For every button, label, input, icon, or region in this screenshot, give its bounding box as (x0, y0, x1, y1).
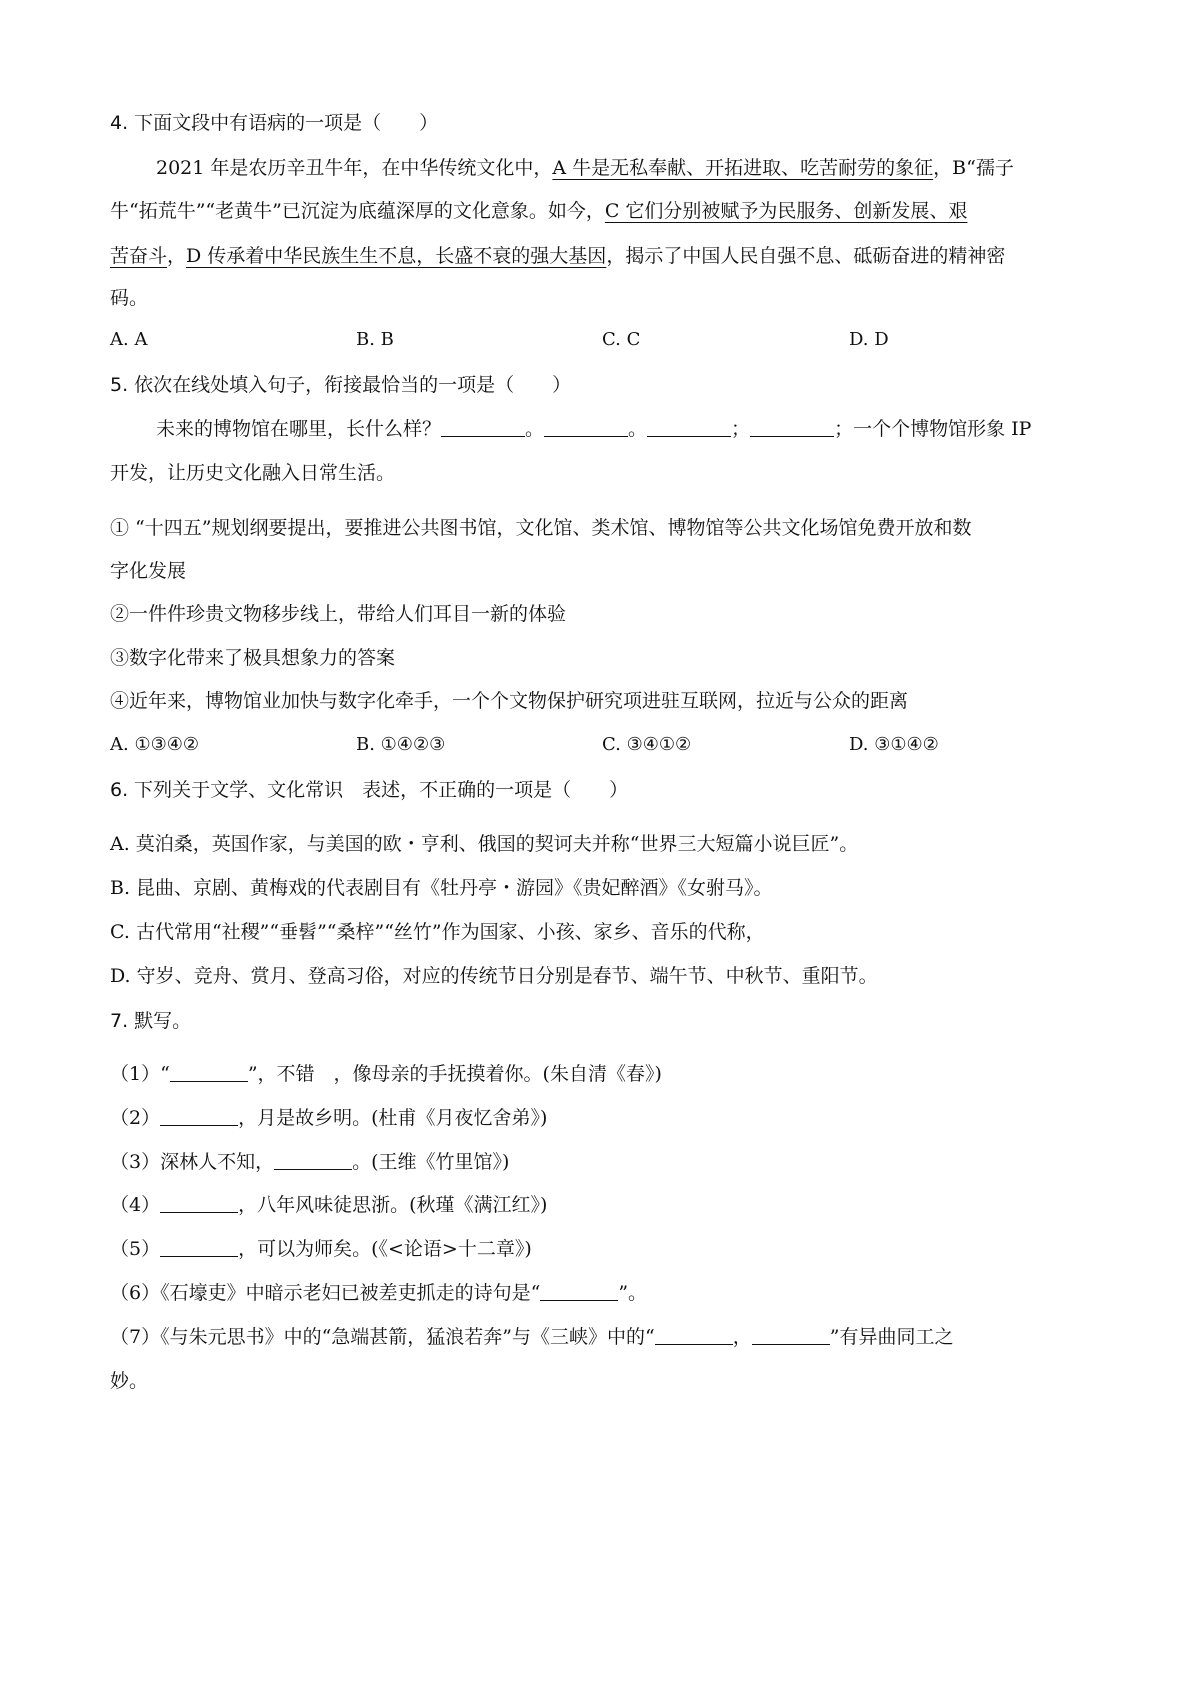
option-a[interactable]: A. ①③④② (110, 734, 199, 755)
dictation-item-2 (110, 1103, 547, 1133)
punctuation: 。 (525, 418, 545, 440)
question-5-passage-line-1 (156, 414, 1031, 444)
question-7-title: 7. 默写。 (110, 1010, 192, 1032)
question-6-title: 6. 下列关于文学、文化常识 表述，不正确的一项是（ ） (110, 779, 629, 801)
item-text: （3）深林人不知， (110, 1151, 275, 1173)
answer-blank[interactable] (274, 1149, 352, 1170)
item-text: ”，不错 ，像母亲的手抚摸着你。(朱自清《春》) (247, 1063, 662, 1085)
dictation-item-3 (110, 1147, 509, 1177)
option-b[interactable]: B. B (356, 329, 394, 350)
answer-blank[interactable] (160, 1192, 238, 1213)
question-4-passage-line-2 (110, 196, 967, 226)
answer-blank-2[interactable] (544, 416, 628, 437)
option-c[interactable]: C. ③④①② (602, 734, 692, 755)
question-4-title: 4. 下面文段中有语病的一项是（ ） (110, 112, 439, 134)
answer-blank[interactable] (752, 1324, 830, 1345)
item-text: （2） (110, 1107, 161, 1129)
passage-text: ， (167, 245, 187, 267)
question-6-option-a[interactable]: A. 莫泊桑，英国作家，与美国的欧・亨利、俄国的契诃夫并称“世界三大短篇小说巨匠”。 (110, 833, 859, 855)
dictation-item-7-continued: 妙。 (110, 1370, 149, 1392)
sentence-3: ③数字化带来了极具想象力的答案 (110, 647, 396, 669)
item-text: （5） (110, 1238, 161, 1260)
question-5-title: 5. 依次在线处填入句子，衔接最恰当的一项是（ ） (110, 374, 572, 396)
item-text: ，可以为师矣。(《<论语>十二章》) (238, 1238, 532, 1260)
option-d[interactable]: D. ③①④② (849, 734, 939, 755)
question-6-option-b[interactable]: B. 昆曲、京剧、黄梅戏的代表剧目有《牡丹亭・游园》《贵妃醉酒》《女驸马》。 (110, 877, 773, 899)
passage-text: 2021 年是农历辛丑牛年，在中华传统文化中， (156, 157, 553, 179)
item-text: ，月是故乡明。(杜甫《月夜忆舍弟》) (238, 1107, 548, 1129)
question-4-passage-line-3 (110, 241, 1005, 271)
item-text: ”有异曲同工之 (829, 1326, 954, 1348)
dictation-item-4 (110, 1190, 547, 1220)
answer-blank[interactable] (170, 1061, 248, 1082)
passage-text: ；一个个博物馆形象 IP (834, 418, 1032, 440)
punctuation: ； (731, 418, 751, 440)
dictation-item-6 (110, 1278, 647, 1308)
option-d[interactable]: D. D (849, 329, 889, 350)
item-text: 。(王维《竹里馆》) (352, 1151, 510, 1173)
sentence-2: ②一件件珍贵文物移步线上，带给人们耳目一新的体验 (110, 603, 567, 625)
item-text: （4） (110, 1194, 161, 1216)
segment-d: D 传承着中华民族生生不息，长盛不衰的强大基因 (186, 245, 607, 267)
option-b[interactable]: B. ①④②③ (356, 734, 446, 755)
passage-text: ，揭示了中国人民自强不息、砥砺奋进的精神密 (606, 245, 1006, 267)
question-6-option-d[interactable]: D. 守岁、竞舟、赏月、登高习俗，对应的传统节日分别是春节、端午节、中秋节、重阳节。 (110, 965, 878, 987)
passage-text: ，B“孺子 (933, 157, 1014, 179)
sentence-1-line-2: 字化发展 (110, 560, 187, 582)
item-text: （6）《石壕吏》中暗示老妇已被差吏抓走的诗句是“ (110, 1282, 541, 1304)
answer-blank-4[interactable] (750, 416, 834, 437)
question-4-passage-line-1 (156, 153, 1014, 183)
item-text: （1）“ (110, 1063, 170, 1085)
answer-blank[interactable] (655, 1324, 733, 1345)
item-text: ， (732, 1326, 752, 1348)
question-5-passage-line-2: 开发，让历史文化融入日常生活。 (110, 462, 396, 484)
segment-c-end: 苦奋斗 (110, 245, 168, 267)
sentence-1-line-1: ① “十四五”规划纲要提出，要推进公共图书馆，文化馆、类术馆、博物馆等公共文化场馆免费开放和数 (110, 517, 972, 539)
answer-blank[interactable] (160, 1105, 238, 1126)
option-c[interactable]: C. C (602, 329, 641, 350)
answer-blank-3[interactable] (647, 416, 731, 437)
sentence-4: ④近年来，博物馆业加快与数字化牵手，一个个文物保护研究项进驻互联网，拉近与公众的距离 (110, 690, 909, 712)
passage-text: 牛“拓荒牛”“老黄牛”已沉淀为底蕴深厚的文化意象。如今， (110, 200, 605, 222)
question-6-option-c[interactable]: C. 古代常用“社稷”“垂髫”“桑梓”“丝竹”作为国家、小孩、家乡、音乐的代称， (110, 921, 765, 943)
punctuation: 。 (628, 418, 648, 440)
dictation-item-7 (110, 1322, 953, 1352)
answer-blank[interactable] (540, 1280, 618, 1301)
dictation-item-1 (110, 1059, 662, 1089)
item-text: ，八年风味徒思浙。(秋瑾《满江红》) (238, 1194, 548, 1216)
segment-a: A 牛是无私奉献、开拓进取、吃苦耐劳的象征 (552, 157, 934, 179)
option-a[interactable]: A. A (110, 329, 148, 350)
dictation-item-5 (110, 1234, 532, 1264)
item-text: ”。 (618, 1282, 648, 1304)
passage-text: 未来的博物馆在哪里，长什么样？ (156, 418, 442, 440)
segment-c: C 它们分别被赋予为民服务、创新发展、艰 (604, 200, 968, 222)
item-text: （7）《与朱元思书》中的“急端甚箭，猛浪若奔”与《三峡》中的“ (110, 1326, 655, 1348)
answer-blank[interactable] (160, 1236, 238, 1257)
question-4-passage-line-4: 码。 (110, 287, 149, 309)
answer-blank-1[interactable] (441, 416, 525, 437)
